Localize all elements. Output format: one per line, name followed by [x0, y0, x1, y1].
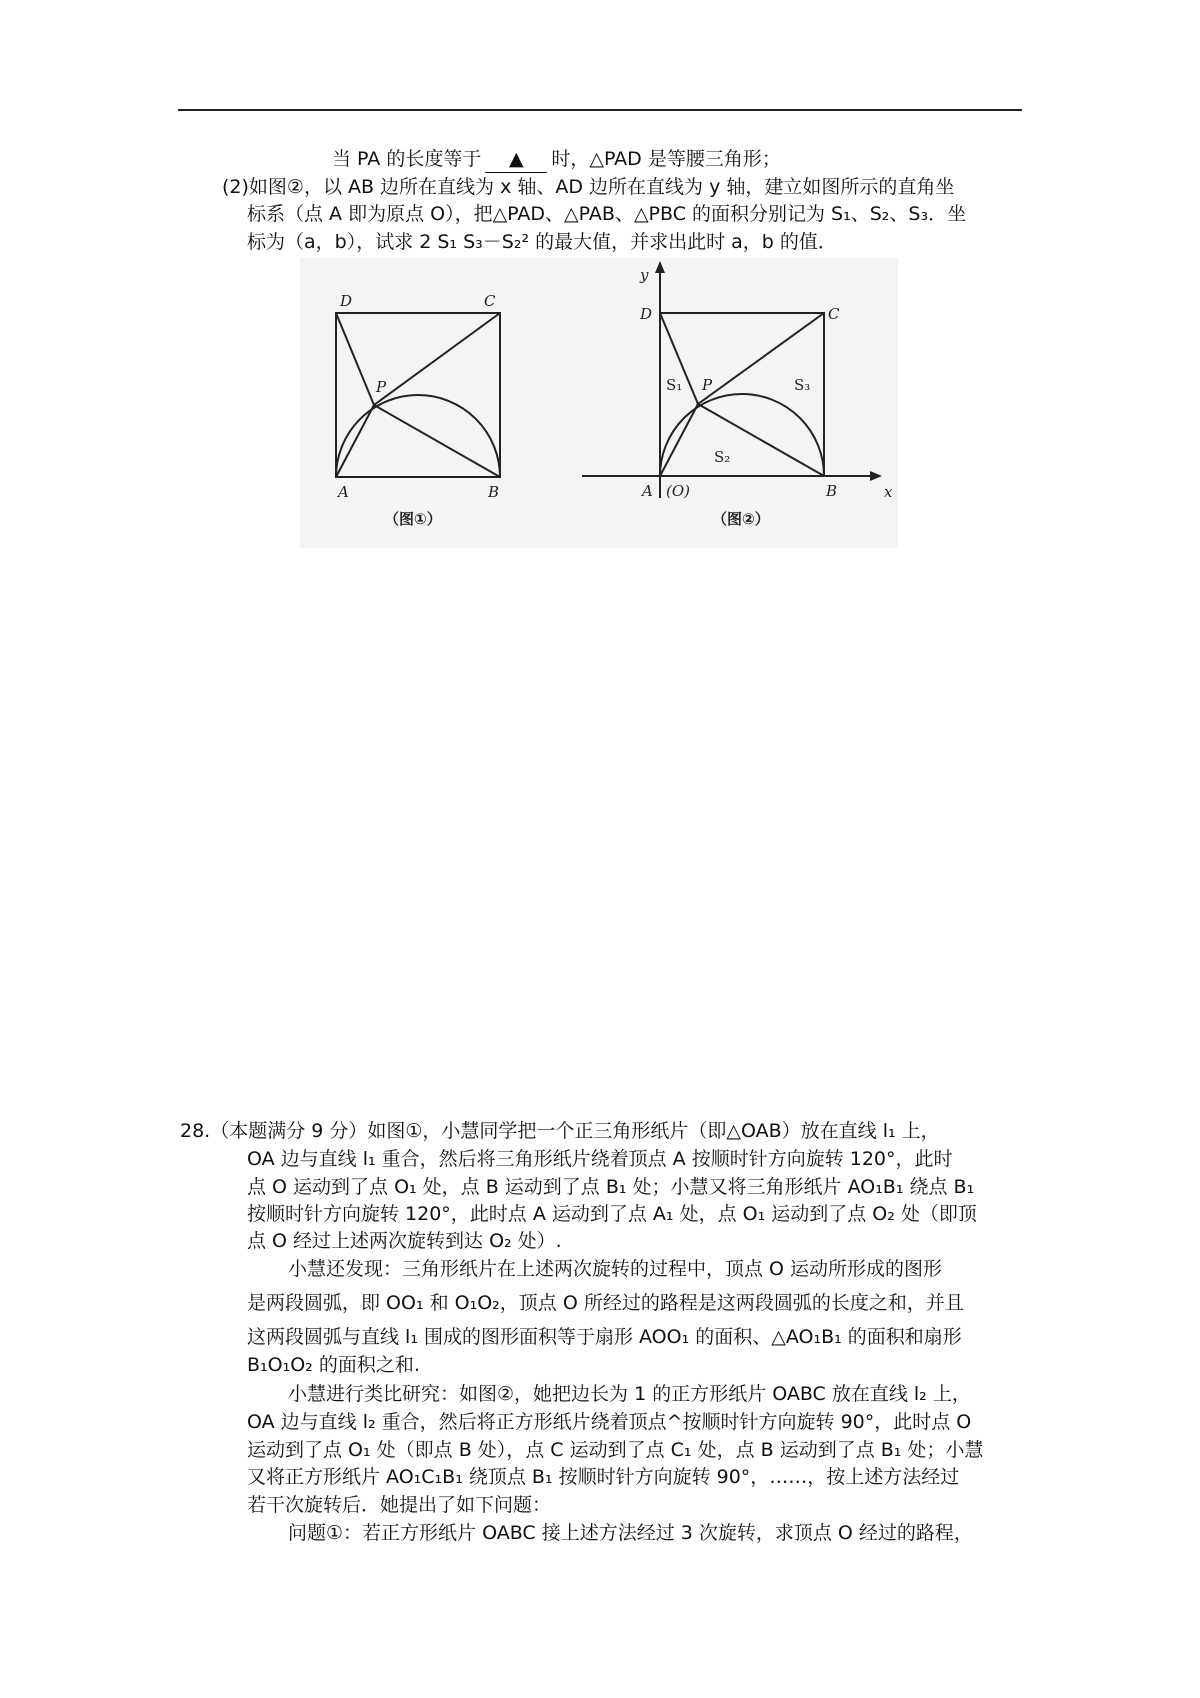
part1-text-before: 当 PA 的长度等于 [332, 148, 482, 170]
geometry-figures [300, 258, 898, 548]
fig2-label-x: x [884, 483, 893, 501]
q28-line-12: 运动到了点 O₁ 处（即点 B 处），点 C 运动到了点 C₁ 处，点 B 运动到了点 B₁ 处；小慧 [247, 1439, 984, 1461]
q28-line-9: B₁O₁O₂ 的面积之和. [247, 1354, 420, 1376]
fig2-label-O: (O) [666, 482, 691, 500]
fig2-y-arrow [655, 261, 665, 273]
part2-line-3: 标为（a，b），试求 2 S₁ S₃－S₂² 的最大值，并求出此时 a，b 的值． [247, 231, 837, 253]
q28-line-11: OA 边与直线 l₂ 重合，然后将正方形纸片绕着顶点^按顺时针方向旋转 90°，此时点 O [247, 1411, 972, 1433]
q28-line-4: 按顺时针方向旋转 120°，此时点 A 运动到了点 A₁ 处，点 O₁ 运动到了点 O₂ 处（即顶 [247, 1203, 977, 1225]
fig2-label-B: B [826, 482, 838, 500]
fig1-segment-AP [336, 405, 374, 477]
q28-line-2: OA 边与直线 l₁ 重合，然后将三角形纸片绕着顶点 A 按顺时针方向旋转 120°，此时 [247, 1148, 953, 1170]
fig2-label-S3: S₃ [794, 376, 811, 394]
q28-line-5: 点 O 经过上述两次旋转到达 O₂ 处）. [247, 1230, 562, 1252]
fig2-label-A: A [642, 482, 653, 500]
fig1-label-P: P [376, 378, 387, 396]
q28-line-14: 若干次旋转后．她提出了如下问题： [247, 1494, 552, 1516]
fig1-segment-BP [374, 405, 500, 477]
q28-line-13: 又将正方形纸片 AO₁C₁B₁ 绕顶点 B₁ 按顺时针方向旋转 90°，……，按上述方法经过 [247, 1466, 960, 1488]
q28-line-7: 是两段圆弧，即 OO₁ 和 O₁O₂，顶点 O 所经过的路程是这两段圆弧的长度之和，并且 [247, 1292, 964, 1314]
fig2-label-P: P [702, 376, 713, 394]
fig2-label-S1: S₁ [666, 376, 683, 394]
q28-line-15: 问题①：若正方形纸片 OABC 接上述方法经过 3 次旋转，求顶点 O 经过的路程， [288, 1522, 973, 1544]
fig2-label-S2: S₂ [714, 448, 731, 466]
fig2-x-arrow [870, 471, 882, 481]
q28-line-10: 小慧进行类比研究：如图②，她把边长为 1 的正方形纸片 OABC 放在直线 l₂ 上， [288, 1383, 971, 1405]
fig2-caption: （图②） [712, 510, 770, 528]
answer-blank: ▲ [485, 146, 547, 173]
header-rule [178, 109, 1022, 111]
fig1-label-A: A [338, 483, 349, 501]
fig2-semicircle [660, 394, 824, 476]
figure-panel [300, 258, 898, 548]
part1-text-after: 时，△PAD 是等腰三角形； [551, 148, 781, 170]
fig1-caption: （图①） [384, 510, 442, 528]
fig2-label-D: D [640, 305, 653, 323]
part2-line-2: 标系（点 A 即为原点 O），把△PAD、△PAB、△PBC 的面积分别记为 S₁、S₂、S₃．坐 [247, 203, 967, 225]
fig1-segment-CP [374, 313, 500, 405]
part2-line-1: (2)如图②，以 AB 边所在直线为 x 轴、AD 边所在直线为 y 轴，建立如图所示的直角坐 [222, 176, 955, 198]
part1-tail [332, 146, 781, 173]
q28-line-1: 28.（本题满分 9 分）如图①，小慧同学把一个正三角形纸片（即△OAB）放在直线 l₁ 上， [180, 1120, 940, 1142]
figure-1 [336, 313, 500, 477]
fig1-segment-DP [336, 313, 374, 405]
fig1-label-B: B [488, 483, 500, 501]
fig2-segment-AP [660, 404, 698, 476]
fig1-label-C: C [484, 292, 496, 310]
fig1-semicircle [336, 395, 500, 477]
q28-line-3: 点 O 运动到了点 O₁ 处，点 B 运动到了点 B₁ 处；小慧又将三角形纸片 AO₁B₁ 绕点 B₁ [247, 1176, 975, 1198]
fig2-label-C: C [828, 305, 840, 323]
fig2-label-y: y [640, 266, 649, 284]
q28-line-8: 这两段圆弧与直线 l₁ 围成的图形面积等于扇形 AOO₁ 的面积、△AO₁B₁ 的面积和扇形 [247, 1326, 962, 1348]
q28-line-6: 小慧还发现：三角形纸片在上述两次旋转的过程中，顶点 O 运动所形成的图形 [288, 1258, 943, 1280]
fig1-label-D: D [340, 292, 353, 310]
